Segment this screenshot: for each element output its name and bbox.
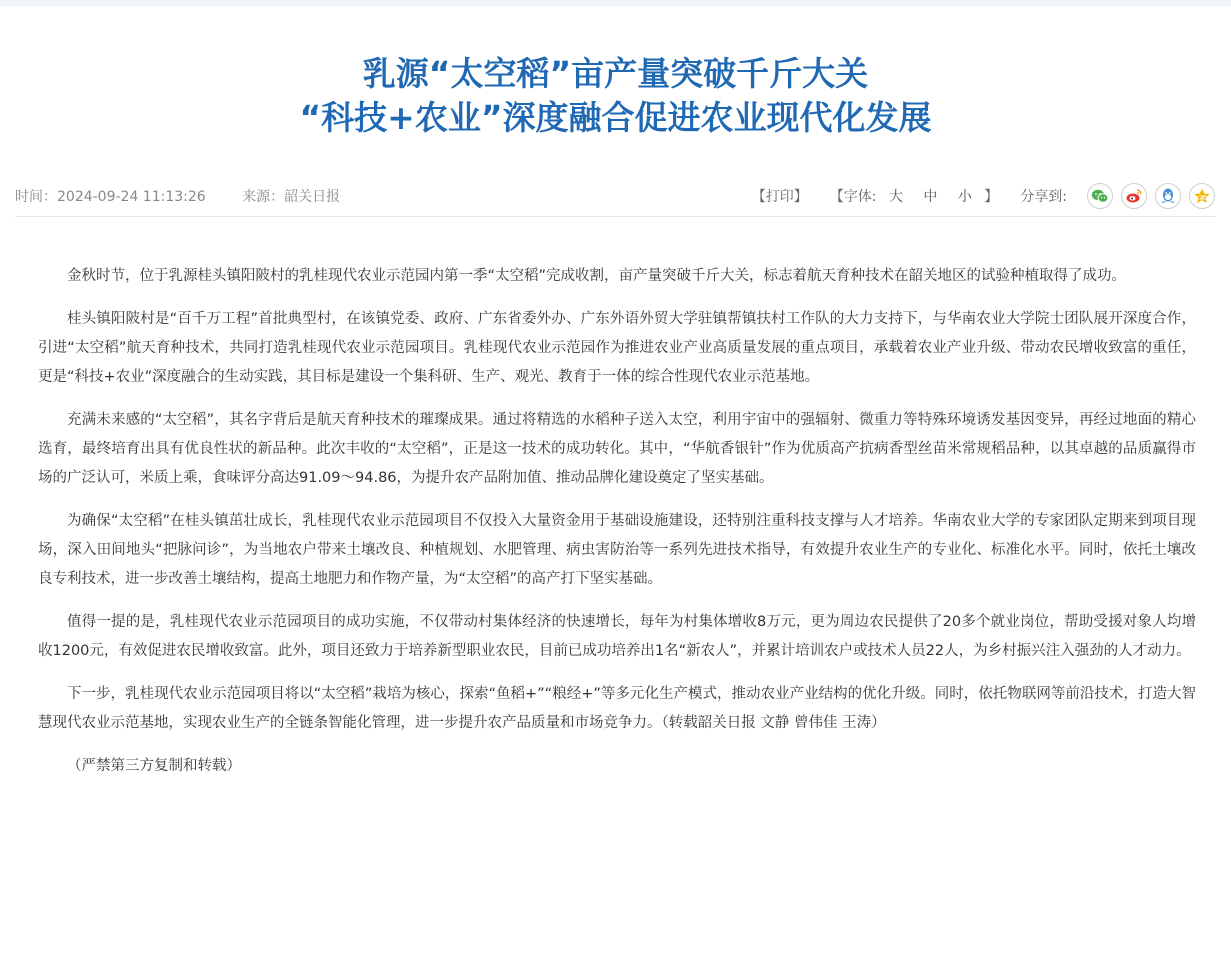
paragraph: 金秋时节，位于乳源桂头镇阳陂村的乳桂现代农业示范园内第一季“太空稻”完成收割，亩产量突破千斤大关，标志着航天育种技术在韶关地区的试验种植取得了成功。 [67, 268, 1127, 284]
paragraph: 充满未来感的“太空稻”，其名字背后是航天育种技术的璀璨成果。通过将精选的水稻种子送入太空，利用宇宙中的强辐射、微重力等特殊环境诱发基因变异，再经过地面的精心选育，最终培育出具有优良性状的新品种。此次丰收的“太空稻”，正是这一技术的成功转化。其中，“华航香银针”作为优质高产抗病香型丝苗米常规稻品种，以其卓越的品质赢得市场的广泛认可，米质上乘，食味评分高达91.09～94.86，为提升农产品附加值、推动品牌化建设奠定了坚实基础。 [38, 412, 1196, 486]
font-size-selector [830, 186, 999, 206]
copyright-note: （严禁第三方复制和转载） [67, 758, 241, 774]
font-size-suffix: 】 [984, 189, 999, 205]
paragraph: 为确保“太空稻”在桂头镇茁壮成长，乳桂现代农业示范园项目不仅投入大量资金用于基础设施建设，还特别注重科技支撑与人才培养。华南农业大学的专家团队定期来到项目现场，深入田间地头“把脉问诊”，为当地农户带来土壤改良、种植规划、水肥管理、病虫害防治等一系列先进技术指导，有效提升农业生产的专业化、标准化水平。同时，依托土壤改良专利技术，进一步改善土壤结构，提高土地肥力和作物产量，为“太空稻”的高产打下坚实基础。 [38, 513, 1196, 587]
article-source: 来源：韶关日报 [242, 189, 341, 205]
paragraph: 桂头镇阳陂村是“百千万工程”首批典型村，在该镇党委、政府、广东省委外办、广东外语外贸大学驻镇帮镇扶村工作队的大力支持下，与华南农业大学院士团队展开深度合作，引进“太空稻”航天育种技术，共同打造乳桂现代农业示范园项目。乳桂现代农业示范园作为推进农业产业高质量发展的重点项目，承载着农业产业升级、带动农民增收致富的重任，更是“科技+农业”深度融合的生动实践，其目标是建设一个集科研、生产、观光、教育于一体的综合性现代农业示范基地。 [38, 311, 1196, 385]
qzone-icon[interactable] [1189, 183, 1215, 209]
article-meta-bar [15, 176, 1215, 217]
paragraph: 下一步，乳桂现代农业示范园项目将以“太空稻”栽培为核心，探索“鱼稻+”“粮经+”等多元化生产模式，推动农业产业结构的优化升级。同时，依托物联网等前沿技术，打造大智慧现代农业示范基地，实现农业生产的全链条智能化管理，进一步提升农产品质量和市场竞争力。（转载韶关日报 文静 曾伟佳 王涛） [38, 686, 1196, 731]
print-button[interactable]: 【打印】 [751, 189, 808, 205]
font-size-medium-button[interactable]: 中 [923, 189, 938, 205]
share-label: 分享到: [1020, 189, 1067, 205]
article-body [38, 262, 1196, 795]
wechat-icon[interactable] [1087, 183, 1113, 209]
font-size-large-button[interactable]: 大 [888, 189, 903, 205]
article-title [0, 52, 1231, 140]
top-strip [0, 0, 1231, 6]
font-size-prefix: 【字体: [829, 189, 877, 205]
meta-info [15, 186, 372, 206]
publish-time: 时间：2024-09-24 11:13:26 [15, 189, 206, 205]
article-tools [752, 180, 1215, 212]
title-line-1: 乳源“太空稻”亩产量突破千斤大关 [362, 54, 869, 93]
font-size-small-button[interactable]: 小 [957, 189, 972, 205]
weibo-icon[interactable] [1121, 183, 1147, 209]
paragraph: 值得一提的是，乳桂现代农业示范园项目的成功实施，不仅带动村集体经济的快速增长，每年为村集体增收8万元，更为周边农民提供了20多个就业岗位，帮助受援对象人均增收1200元，有效促进农民增收致富。此外，项目还致力于培养新型职业农民，目前已成功培养出1名“新农人”，并累计培训农户或技术人员22人，为乡村振兴注入强劲的人才动力。 [38, 614, 1196, 659]
qq-icon[interactable] [1155, 183, 1181, 209]
title-line-2: “科技+农业”深度融合促进农业现代化发展 [299, 98, 932, 137]
